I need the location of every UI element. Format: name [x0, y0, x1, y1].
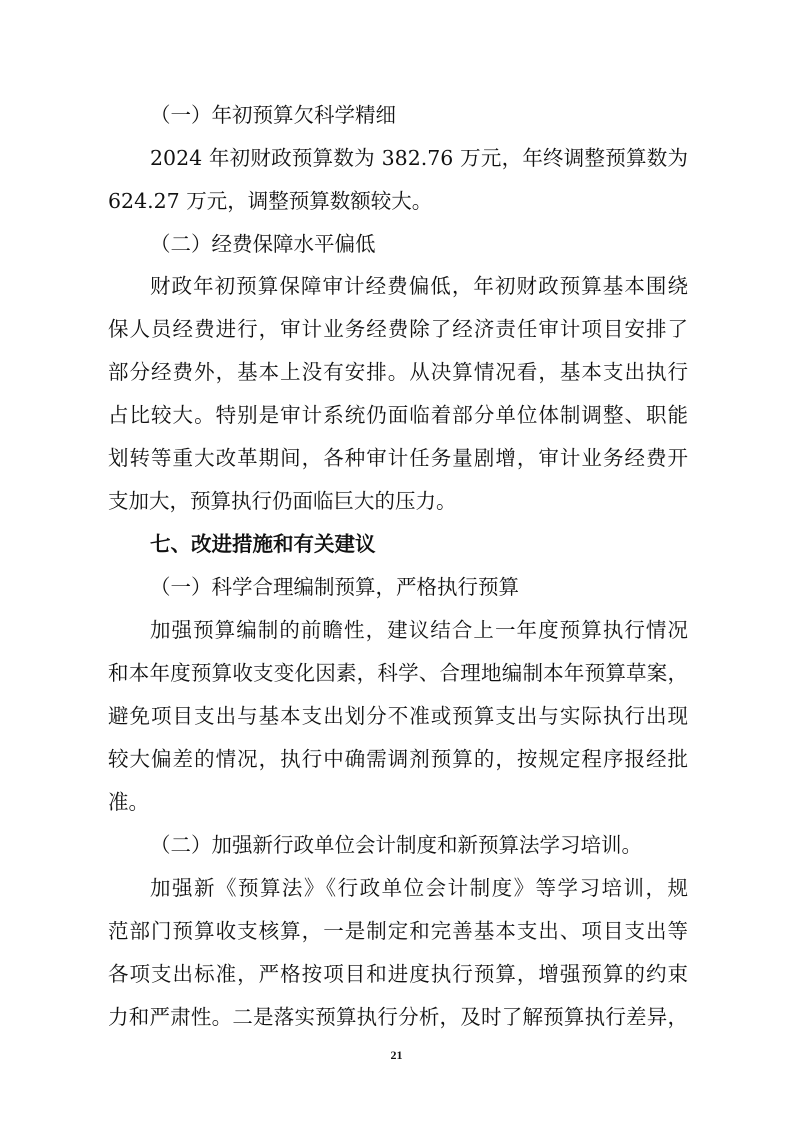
paragraph-line: 力和严肃性。二是落实预算执行分析，及时了解预算执行差异，	[108, 1005, 688, 1029]
subheading-funding-level: （二）经费保障水平偏低	[150, 232, 376, 256]
paragraph-line: 各项支出标准，严格按项目和进度执行预算，增强预算的约束	[108, 962, 688, 986]
paragraph-line: 避免项目支出与基本支出划分不准或预算支出与实际执行出现	[108, 704, 688, 728]
paragraph-line: 2024 年初财政预算数为 382.76 万元，年终调整预算数为	[150, 146, 688, 170]
paragraph-line: 划转等重大改革期间，各种审计任务量剧增，审计业务经费开	[108, 446, 688, 470]
paragraph-line: 部分经费外，基本上没有安排。从决算情况看，基本支出执行	[108, 360, 688, 384]
section-heading-improvements: 七、改进措施和有关建议	[150, 532, 376, 556]
paragraph-line: 范部门预算收支核算，一是制定和完善基本支出、项目支出等	[108, 919, 688, 943]
paragraph-line: 保人员经费进行，审计业务经费除了经济责任审计项目安排了	[108, 317, 688, 341]
paragraph-line: 较大偏差的情况，执行中确需调剂预算的，按规定程序报经批	[108, 747, 688, 771]
paragraph-line: 支加大，预算执行仍面临巨大的压力。	[108, 489, 457, 513]
paragraph-line: 占比较大。特别是审计系统仍面临着部分单位体制调整、职能	[108, 403, 688, 427]
paragraph-line: 加强预算编制的前瞻性，建议结合上一年度预算执行情况	[150, 618, 688, 642]
subheading-scientific-budgeting: （一）科学合理编制预算，严格执行预算	[150, 575, 519, 599]
subheading-training: （二）加强新行政单位会计制度和新预算法学习培训。	[150, 833, 642, 857]
paragraph-line: 加强新《预算法》《行政单位会计制度》等学习培训，规	[150, 876, 688, 900]
paragraph-line: 准。	[108, 790, 149, 814]
paragraph-line: 财政年初预算保障审计经费偏低，年初财政预算基本围绕	[150, 274, 688, 298]
subheading-budget-precision: （一）年初预算欠科学精细	[150, 103, 396, 127]
page-number: 21	[390, 1048, 403, 1062]
paragraph-line: 和本年度预算收支变化因素，科学、合理地编制本年预算草案，	[108, 661, 688, 685]
paragraph-line: 624.27 万元，调整预算数额较大。	[108, 189, 433, 213]
